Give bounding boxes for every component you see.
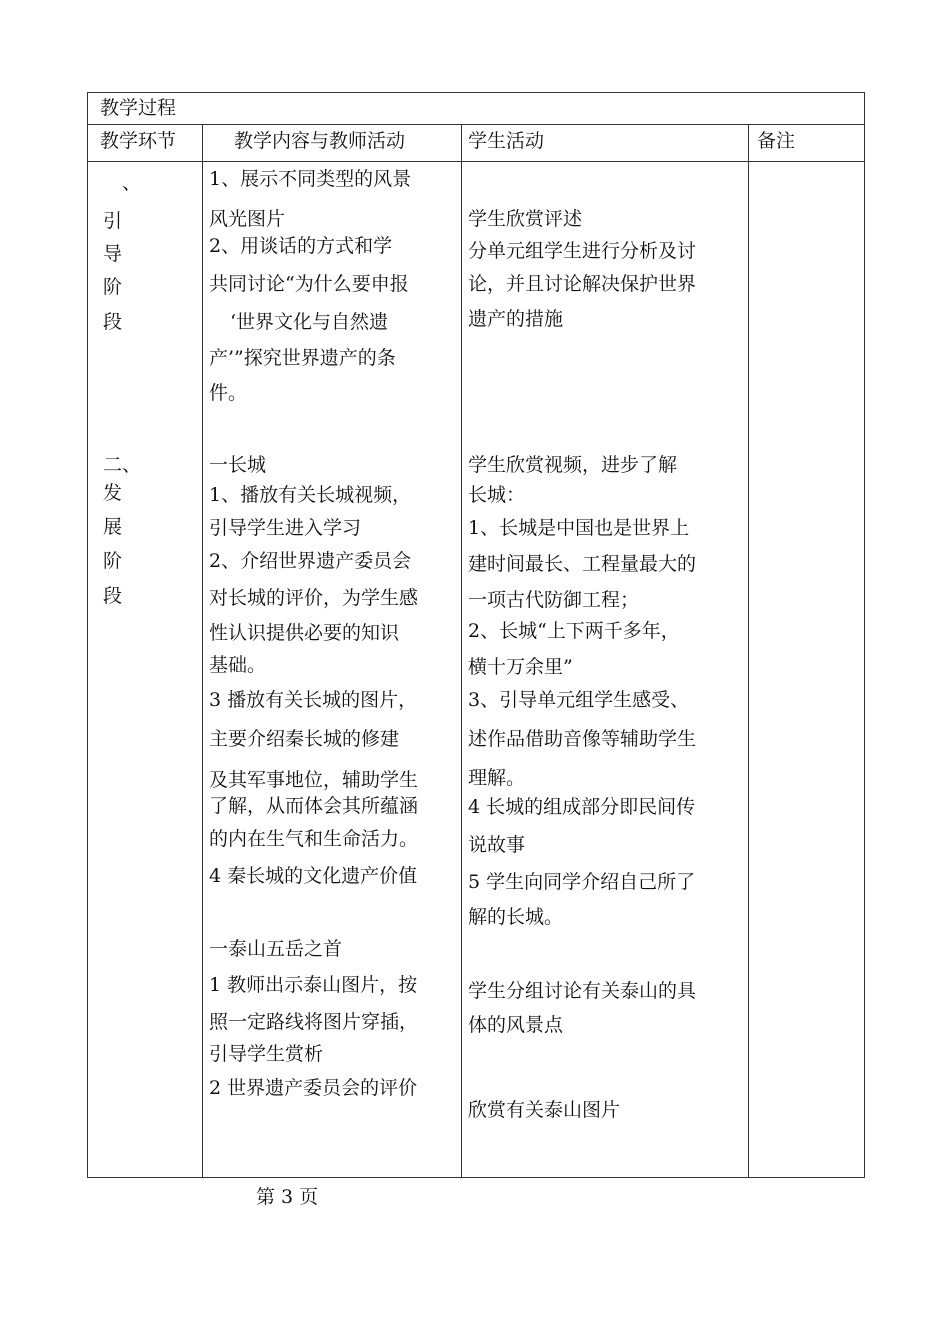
- stage1-label-char: 、: [122, 172, 142, 194]
- stage2-teacher-line: 照一定路线将图片穿插，: [209, 1011, 419, 1033]
- stage1-label-char: 引: [103, 210, 123, 232]
- stage2-student-line: 体的风景点: [468, 1014, 564, 1036]
- stage2-teacher-line: 及其军事地位，辅助学生: [209, 769, 419, 791]
- stage2-teacher-line: 2、介绍世界遗产委员会: [209, 550, 412, 572]
- section-title: 教学过程: [100, 97, 177, 119]
- stage2-student-line: 欣赏有关泰山图片: [468, 1099, 621, 1121]
- stage2-student-line: 学生分组讨论有关泰山的具: [468, 980, 697, 1002]
- stage2-teacher-line: 1 教师出示泰山图片，按: [209, 974, 418, 996]
- stage1-label-char: 导: [103, 243, 123, 265]
- stage1-teacher-line: 2、用谈话的方式和学: [209, 235, 393, 257]
- stage1-student-line: 遗产的措施: [468, 308, 564, 330]
- stage2-student-line: 1、长城是中国也是世界上: [468, 517, 690, 539]
- stage2-student-line: 3、引导单元组学生感受、: [468, 689, 690, 711]
- column-header-stage: 教学环节: [100, 130, 177, 152]
- stage2-student-line: 解的长城。: [468, 906, 564, 928]
- stage1-label-char: 段: [103, 311, 123, 333]
- stage2-teacher-line: 引导学生赏析: [209, 1043, 324, 1065]
- table-border-top: [87, 92, 865, 93]
- column-header-teacher: 教学内容与教师活动: [234, 130, 406, 152]
- stage1-teacher-line: ‘世界文化与自然遗: [230, 311, 389, 333]
- stage2-student-line: 理解。: [468, 767, 526, 789]
- stage1-student-line: 分单元组学生进行分析及讨: [468, 240, 697, 262]
- stage2-student-line: 2、长城“上下两千多年，: [468, 620, 680, 642]
- table-divider-col1: [202, 124, 203, 1178]
- stage2-teacher-line: 2 世界遗产委员会的评价: [209, 1077, 418, 1099]
- stage2-label-char: 阶: [103, 550, 123, 572]
- table-divider-col2: [461, 124, 462, 1178]
- stage2-label-char: 二、: [103, 454, 142, 476]
- stage2-student-line: 4 长城的组成部分即民间传: [468, 796, 696, 818]
- stage2-student-line: 建时间最长、工程量最大的: [468, 553, 697, 575]
- stage2-label-char: 发: [103, 482, 123, 504]
- stage2-label-char: 段: [103, 585, 123, 607]
- stage2-teacher-line: 对长城的评价，为学生感: [209, 587, 419, 609]
- stage1-student-line: 论，并且讨论解决保护世界: [468, 273, 697, 295]
- stage2-teacher-line: 主要介绍秦长城的修建: [209, 728, 400, 750]
- stage2-teacher-line: 一长城: [209, 454, 267, 476]
- stage1-teacher-line: 风光图片: [209, 208, 286, 230]
- stage2-teacher-line: 一泰山五岳之首: [209, 938, 343, 960]
- table-border-left: [87, 92, 88, 1178]
- stage2-student-line: 学生欣赏视频，进步了解: [468, 454, 678, 476]
- stage2-teacher-line: 了解，从而体会其所蕴涵: [209, 795, 419, 817]
- stage2-student-line: 说故事: [468, 834, 526, 856]
- stage2-student-line: 5 学生向同学介绍自己所了: [468, 871, 696, 893]
- table-divider-col3: [748, 124, 749, 1178]
- stage2-teacher-line: 引导学生进入学习: [209, 517, 362, 539]
- stage2-student-line: 横十万余里”: [468, 656, 573, 678]
- stage1-teacher-line: 件。: [209, 382, 248, 404]
- stage1-teacher-line: 1、展示不同类型的风景: [209, 168, 412, 190]
- page-number: 第 3 页: [256, 1186, 319, 1208]
- stage2-student-line: 长城：: [468, 484, 526, 506]
- stage2-teacher-line: 性认识提供必要的知识: [209, 622, 400, 644]
- column-header-student: 学生活动: [468, 130, 545, 152]
- table-border-right: [864, 92, 865, 1178]
- stage2-label-char: 展: [103, 516, 123, 538]
- stage2-teacher-line: 3 播放有关长城的图片，: [209, 689, 418, 711]
- stage1-student-line: 学生欣赏评述: [468, 208, 583, 230]
- stage2-student-line: 述作品借助音像等辅助学生: [468, 728, 697, 750]
- stage1-teacher-line: 产’”探究世界遗产的条: [209, 347, 396, 369]
- stage2-teacher-line: 的内在生气和生命活力。: [209, 828, 419, 850]
- stage2-student-line: 一项古代防御工程；: [468, 589, 640, 611]
- stage1-label-char: 阶: [103, 276, 123, 298]
- stage1-teacher-line: 共同讨论“为什么要申报: [209, 273, 409, 295]
- column-header-notes: 备注: [757, 130, 796, 152]
- stage2-teacher-line: 基础。: [209, 654, 267, 676]
- stage2-teacher-line: 4 秦长城的文化遗产价值: [209, 865, 418, 887]
- stage2-teacher-line: 1、播放有关长城视频，: [209, 484, 412, 506]
